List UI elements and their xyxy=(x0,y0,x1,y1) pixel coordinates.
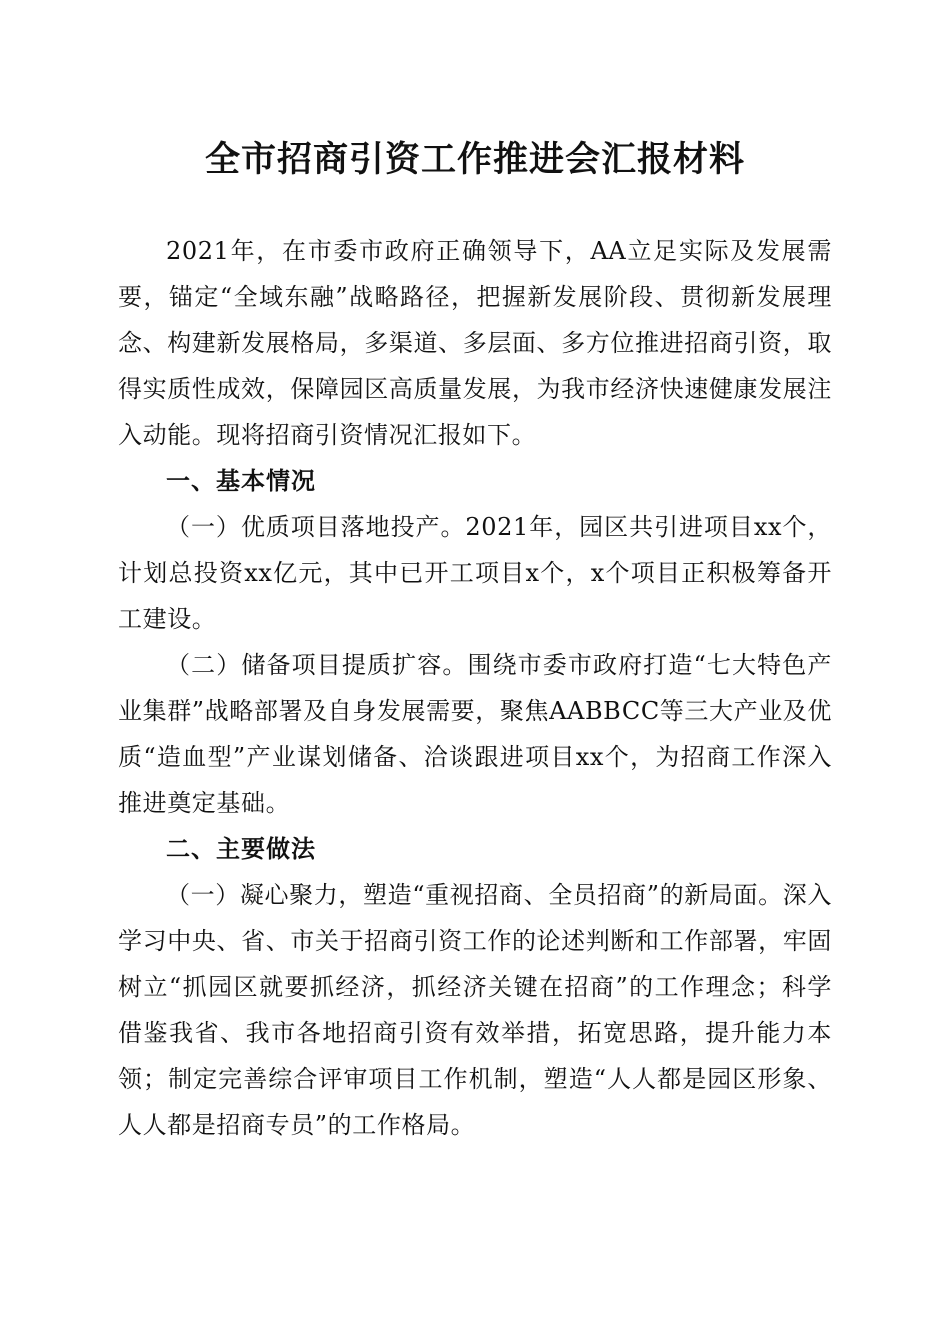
subsection-concentrate-efforts: （一）凝心聚力，塑造“重视招商、全员招商”的新局面。深入学习中央、省、市关于招商引资工作的论述判断和工作部署，牢固树立“抓园区就要抓经济，抓经济关键在招商”的工作理念；科学借鉴我省、我市各地招商引资有效举措，拓宽思路，提升能力本领；制定完善综合评审项目工作机制，塑造“人人都是园区形象、人人都是招商专员”的工作格局。 xyxy=(118,881,832,1139)
subsection-quality-projects: （一）优质项目落地投产。2021年，园区共引进项目xx个，计划总投资xx亿元，其中已开工项目x个，x个项目正积极筹备开工建设。 xyxy=(118,513,832,633)
intro-paragraph: 2021年，在市委市政府正确领导下，AA立足实际及发展需要，锚定“全域东融”战略路径，把握新发展阶段、贯彻新发展理念、构建新发展格局，多渠道、多层面、多方位推进招商引资，取得实质性成效，保障园区高质量发展，为我市经济快速健康发展注入动能。现将招商引资情况汇报如下。 xyxy=(118,237,832,449)
document-title: 全市招商引资工作推进会汇报材料 xyxy=(204,139,745,180)
section-heading-basic-situation: 一、基本情况 xyxy=(166,467,316,495)
subsection-reserve-projects: （二）储备项目提质扩容。围绕市委市政府打造“七大特色产业集群”战略部署及自身发展需要，聚焦AABBCC等三大产业及优质“造血型”产业谋划储备、洽谈跟进项目xx个，为招商工作深入推进奠定基础。 xyxy=(118,651,832,817)
document-body xyxy=(118,228,832,1148)
section-heading-main-practices: 二、主要做法 xyxy=(166,835,316,863)
